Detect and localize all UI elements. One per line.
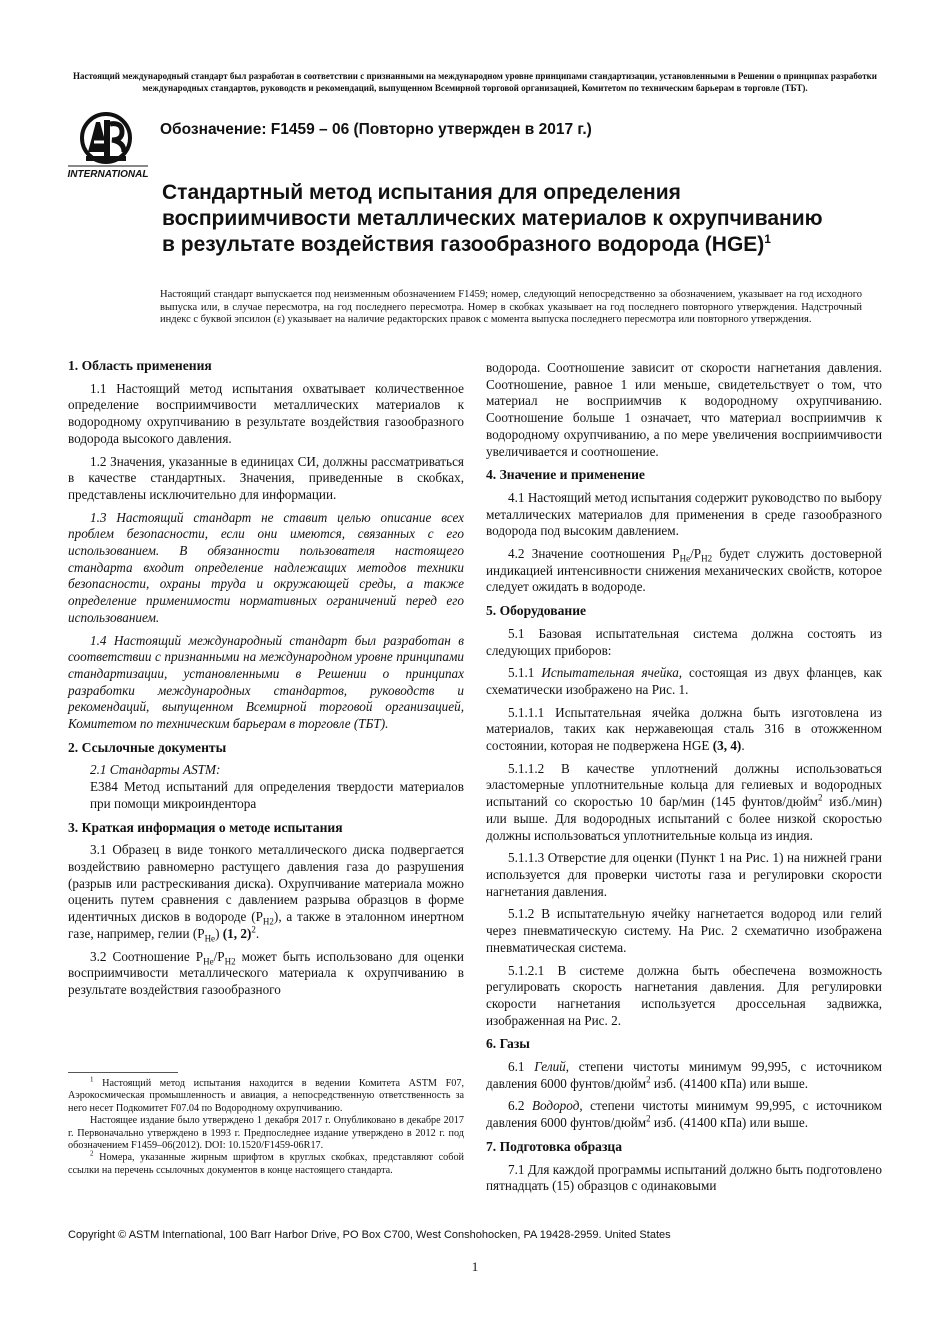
- para-1-2: 1.2 Значения, указанные в единицах СИ, должны рассматриваться в качестве стандартных. Значения, приведенные в скобках, представлены исключительно для информации.: [68, 453, 464, 502]
- para-1-3: 1.3 Настоящий стандарт не ставит целью описание всех проблем безопасности, если они имеются, связанных с его использованием. В обязанности пользователя настоящего стандарта входит определение надлежащих методов техники безопасности, охраны труда и окружающей среды, а также определение применимости нормативных ограничений перед его использованием.: [68, 509, 464, 625]
- para-1-4: 1.4 Настоящий международный стандарт был разработан в соответствии с признанными на международном уровне принципами стандартизации, установленными в Решении о принципах разработки международных стандартов, руководств и рекомендаций, выпущенном Всемирной торговой организацией, Комитетом по техническим барьерам в торговле (ТБТ).: [68, 632, 464, 732]
- document-title: [162, 180, 892, 258]
- right-column: [486, 360, 882, 1201]
- section-7-heading: 7. Подготовка образца: [486, 1138, 623, 1154]
- section-3-heading: 3. Краткая информация о методе испытания: [68, 819, 343, 835]
- footnote-1-edition: Настоящее издание было утверждено 1 декабря 2017 г. Опубликовано в декабре 2017 г. Первоначально утверждено в 1993 г. Предпоследнее издание утверждено в 2012 г. под обозначением F1459–06(2012). DOI: 10.1520/F1459-06R17.: [68, 1115, 464, 1152]
- para-4-2: 4.2 Значение соотношения $P_{He}/P_{H2}$ будет служить достоверной индикацией интенсивности снижения механических свойств, которое следует ожидать в водороде.: [486, 546, 882, 595]
- title-line-1: Стандартный метод испытания для определения: [162, 181, 681, 204]
- para-7-1: 7.1 Для каждой программы испытаний должно быть подготовлено пятнадцать (15) образцов с одинаковыми: [486, 1161, 882, 1194]
- section-4-heading: 4. Значение и применение: [486, 467, 645, 483]
- designation: Обозначение: F1459 – 06 (Повторно утвержден в 2017 г.): [160, 121, 592, 138]
- title-line-3: в результате воздействия газообразного водорода (HGE)$^1$: [162, 232, 771, 256]
- para-3-1: 3.1 Образец в виде тонкого металлического диска подвергается воздействию равномерно растущего давления газа до разрушения (разрыв или растрескивания диска). Охрупчивание материала можно оценить путем сравнения с давлением разрыва образцов в форме идентичных дисков в водороде $(P_{H2})$, а также в эталонном инертном газе, например, гелии $(P_{He})$ (1, 2)$^2$.: [68, 842, 464, 944]
- intro-paragraph: Настоящий стандарт выпускается под неизменным обозначением F1459; номер, следующий непосредственно за обозначением, указывает на год исходного выпуска или, в случае пересмотра, на год последнего пересмотра. Номер в скобках указывает на год последнего повторного утверждения. Надстрочный индекс с буквой эпсилон (ε) указывает на наличие редакторских правок с момента выпуска последнего пересмотра или повторного утверждения.: [160, 289, 862, 325]
- section-5-heading: 5. Оборудование: [486, 603, 587, 619]
- para-5-1: 5.1 Базовая испытательная система должна состоять из следующих приборов:: [486, 625, 882, 658]
- para-6-2: 6.2 Водород, степени чистоты минимум 99,995, с источником давления 6000 фунтов/дюйм$^2$ изб. (41400 кПа) или выше.: [486, 1098, 883, 1131]
- section-2-heading: 2. Ссылочные документы: [68, 739, 227, 755]
- title-line-2: восприимчивости металлических материалов к охрупчиванию: [162, 207, 823, 230]
- para-3-2-continued: водорода. Соотношение зависит от скорости нагнетания давления. Соотношение, равное 1 или меньше, свидетельствует о том, что материал не восприимчив к водородному охрупчиванию. Соотношение больше 1 означает, что материал восприимчив к водородному охрупчиванию, а по мере увеличения восприимчивости увеличивается и соотношение.: [486, 360, 882, 459]
- logo-text: INTERNATIONAL: [67, 169, 149, 180]
- para-5-1-1-1: 5.1.1.1 Испытательная ячейка должна быть изготовлена из материалов, таких как нержавеющая сталь 316 в отожженном состоянии, которая не подвержена HGE (3, 4).: [486, 704, 882, 754]
- para-6-1: 6.1 Гелий, степени чистоты минимум 99,995, с источником давления 6000 фунтов/дюйм$^2$ изб. (41400 кПа) или выше.: [486, 1059, 883, 1091]
- para-1-1: 1.1 Настоящий метод испытания охватывает количественное определение восприимчивости металлических материалов к водородному охрупчиванию в результате воздействия газообразного водорода высокого давления.: [68, 380, 464, 446]
- header-notice: Настоящий международный стандарт был разработан в соответствии с признанными на международном уровне принципами стандартизации, установленными в Решении о принципах разработки международных стандартов, руководств и рекомендаций, выпущенном Всемирной торговой организацией, Комитетом по техническим барьерам в торговле (ТБТ).: [73, 71, 877, 93]
- para-5-1-1: 5.1.1 Испытательная ячейка, состоящая из двух фланцев, как схематически изображено на Рис. 1.: [486, 665, 882, 697]
- footnotes: [68, 1075, 464, 1177]
- para-2-1: 2.1 Стандарты ASTM:: [90, 762, 221, 778]
- section-1-heading: 1. Область применения: [68, 358, 212, 373]
- footnote-2: $^2$ Номера, указанные жирным шрифтом в круглых скобках, представляют собой ссылки на перечень ссылочных документов в конце настоящего стандарта.: [68, 1150, 464, 1176]
- para-5-1-1-3: 5.1.1.3 Отверстие для оценки (Пункт 1 на Рис. 1) на нижней грани используется для проверки чистоты газа и регулировки скорости нагнетания давления.: [486, 850, 882, 899]
- para-5-1-2-1: 5.1.2.1 В системе должна быть обеспечена возможность регулировать скорость нагнетания давления. Для регулировки скорости нагнетания используется дроссельная задвижка, изображенная на Рис. 2.: [486, 962, 882, 1028]
- ref-e384: E384 Метод испытаний для определения твердости материалов при помощи микроиндентора: [90, 779, 464, 811]
- page-number: 1: [471, 1259, 479, 1274]
- footnote-1: $^1$ Настоящий метод испытания находится в ведении Комитета ASTM F07, Аэрокосмическая промышленность и авиация, а непосредственную ответственность за него несет Подкомитет F07.04 по Водородному охрупчиванию.: [68, 1075, 464, 1114]
- para-5-1-1-2: 5.1.1.2 В качестве уплотнений должны использоваться эластомерные уплотнительные кольца для гелиевых и водородных испытаний со скоростью 10 бар/мин (145 фунтов/дюйм$^2$ изб./мин) или выше. Для водородных испытаний с более низкой скоростью должны использоваться уплотнительные кольца из индия.: [486, 760, 882, 843]
- para-3-2: 3.2 Соотношение $P_{He}/P_{H2}$ может быть использовано для оценки восприимчивости металлического материала к охрупчиванию в результате воздействия газообразного: [68, 948, 464, 997]
- para-5-1-2: 5.1.2 В испытательную ячейку нагнетается водород или гелий через пневматическую систему. На Рис. 2 схематично изображена пневматическая система.: [486, 906, 882, 955]
- astm-logo-icon: [66, 112, 152, 182]
- astm-logo: [66, 112, 152, 182]
- footnote-divider: [68, 1072, 178, 1073]
- referenced-docs: [68, 762, 464, 812]
- para-4-1: 4.1 Настоящий метод испытания содержит руководство по выбору металлических материалов для применения в среде газообразного водорода под высоким давлением.: [486, 489, 882, 539]
- left-column: [68, 358, 464, 1005]
- title-footnote-mark: 1: [764, 232, 771, 246]
- section-6-heading: 6. Газы: [486, 1036, 530, 1052]
- copyright: Copyright © ASTM International, 100 Barr Harbor Drive, PO Box C700, West Conshohocken, PA 19428-2959. United States: [68, 1229, 671, 1241]
